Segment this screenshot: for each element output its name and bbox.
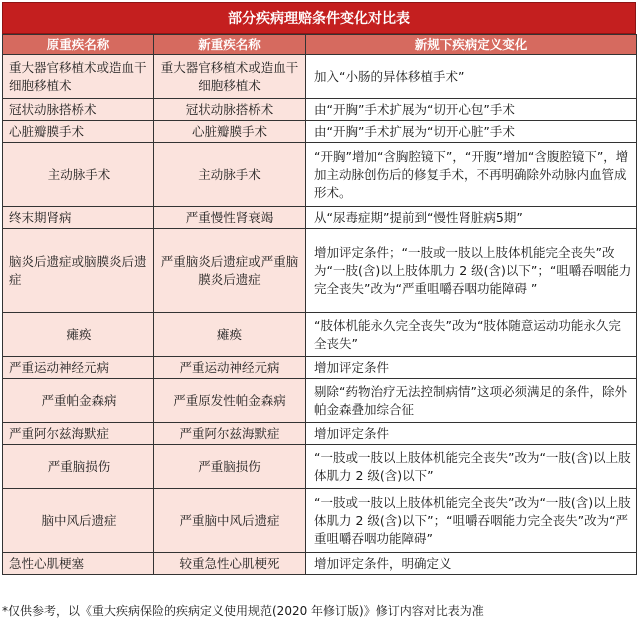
- definition-change: 增加评定条件，明确定义: [306, 553, 637, 575]
- new-disease-name: 心脏瓣膜手术: [154, 121, 306, 143]
- new-disease-name: 严重脑损伤: [154, 445, 306, 489]
- table-row: [3, 445, 637, 489]
- comparison-table: [2, 34, 637, 575]
- new-disease-name: 严重运动神经元病: [154, 357, 306, 379]
- old-disease-name: 终末期肾病: [3, 207, 154, 229]
- definition-change: 从“尿毒症期”提前到“慢性肾脏病5期”: [306, 207, 637, 229]
- table-row: [3, 229, 637, 313]
- header-definition-change: 新规下疾病定义变化: [306, 35, 637, 55]
- old-disease-name: 急性心肌梗塞: [3, 553, 154, 575]
- table-row: [3, 121, 637, 143]
- table-row: [3, 55, 637, 99]
- old-disease-name: 重大器官移植术或造血干细胞移植术: [3, 55, 154, 99]
- old-disease-name: 脑中风后遗症: [3, 489, 154, 553]
- table-row: [3, 99, 637, 121]
- new-disease-name: 严重阿尔兹海默症: [154, 423, 306, 445]
- new-disease-name: 瘫痪: [154, 313, 306, 357]
- new-disease-name: 较重急性心肌梗死: [154, 553, 306, 575]
- new-disease-name: 严重脑中风后遗症: [154, 489, 306, 553]
- header-old-name: 原重疾名称: [3, 35, 154, 55]
- old-disease-name: 严重脑损伤: [3, 445, 154, 489]
- definition-change: 由“开胸”手术扩展为“切开心脏”手术: [306, 121, 637, 143]
- old-disease-name: 心脏瓣膜手术: [3, 121, 154, 143]
- table-row: [3, 423, 637, 445]
- definition-change: 增加评定条件: [306, 423, 637, 445]
- old-disease-name: 瘫痪: [3, 313, 154, 357]
- definition-change: 由“开胸”手术扩展为“切开心包”手术: [306, 99, 637, 121]
- definition-change: “一肢或一肢以上肢体机能完全丧失”改为“一肢(含)以上肢体肌力 2 级(含)以下”；“咀嚼吞咽能力完全丧失”改为“严重咀嚼吞咽功能障碍”: [306, 489, 637, 553]
- definition-change: 剔除“药物治疗无法控制病情”这项必须满足的条件，除外帕金森叠加综合征: [306, 379, 637, 423]
- definition-change: “一肢或一肢以上肢体机能完全丧失”改为“一肢(含)以上肢体肌力 2 级(含)以下”: [306, 445, 637, 489]
- definition-change: 增加评定条件；“一肢或一肢以上肢体机能完全丧失”改为“一肢(含)以上肢体肌力 2 级(含)以下”；“咀嚼吞咽能力完全丧失”改为“严重咀嚼吞咽功能障碍 ”: [306, 229, 637, 313]
- definition-change: 增加评定条件: [306, 357, 637, 379]
- new-disease-name: 严重脑炎后遗症或严重脑膜炎后遗症: [154, 229, 306, 313]
- definition-change: “开胸”增加“含胸腔镜下”，“开腹”增加“含腹腔镜下”，增加主动脉创伤后的修复手术，不再明确除外动脉内血管成形术。: [306, 143, 637, 207]
- new-disease-name: 冠状动脉搭桥术: [154, 99, 306, 121]
- table-title: 部分疾病理赔条件变化对比表: [2, 2, 636, 34]
- table-row: [3, 489, 637, 553]
- new-disease-name: 重大器官移植术或造血干细胞移植术: [154, 55, 306, 99]
- old-disease-name: 脑炎后遗症或脑膜炎后遗症: [3, 229, 154, 313]
- old-disease-name: 冠状动脉搭桥术: [3, 99, 154, 121]
- comparison-table-container: [2, 2, 636, 575]
- definition-change: “肢体机能永久完全丧失”改为“肢体随意运动功能永久完全丧失”: [306, 313, 637, 357]
- definition-change: 加入“小肠的异体移植手术”: [306, 55, 637, 99]
- table-row: [3, 379, 637, 423]
- table-row: [3, 207, 637, 229]
- footnote: *仅供参考，以《重大疾病保险的疾病定义使用规范(2020 年修订版)》修订内容对比表为准: [2, 604, 484, 618]
- table-row: [3, 553, 637, 575]
- new-disease-name: 严重慢性肾衰竭: [154, 207, 306, 229]
- new-disease-name: 严重原发性帕金森病: [154, 379, 306, 423]
- old-disease-name: 主动脉手术: [3, 143, 154, 207]
- table-row: [3, 143, 637, 207]
- table-row: [3, 357, 637, 379]
- old-disease-name: 严重帕金森病: [3, 379, 154, 423]
- table-row: [3, 313, 637, 357]
- old-disease-name: 严重运动神经元病: [3, 357, 154, 379]
- header-row: [3, 35, 637, 55]
- header-new-name: 新重疾名称: [154, 35, 306, 55]
- new-disease-name: 主动脉手术: [154, 143, 306, 207]
- old-disease-name: 严重阿尔兹海默症: [3, 423, 154, 445]
